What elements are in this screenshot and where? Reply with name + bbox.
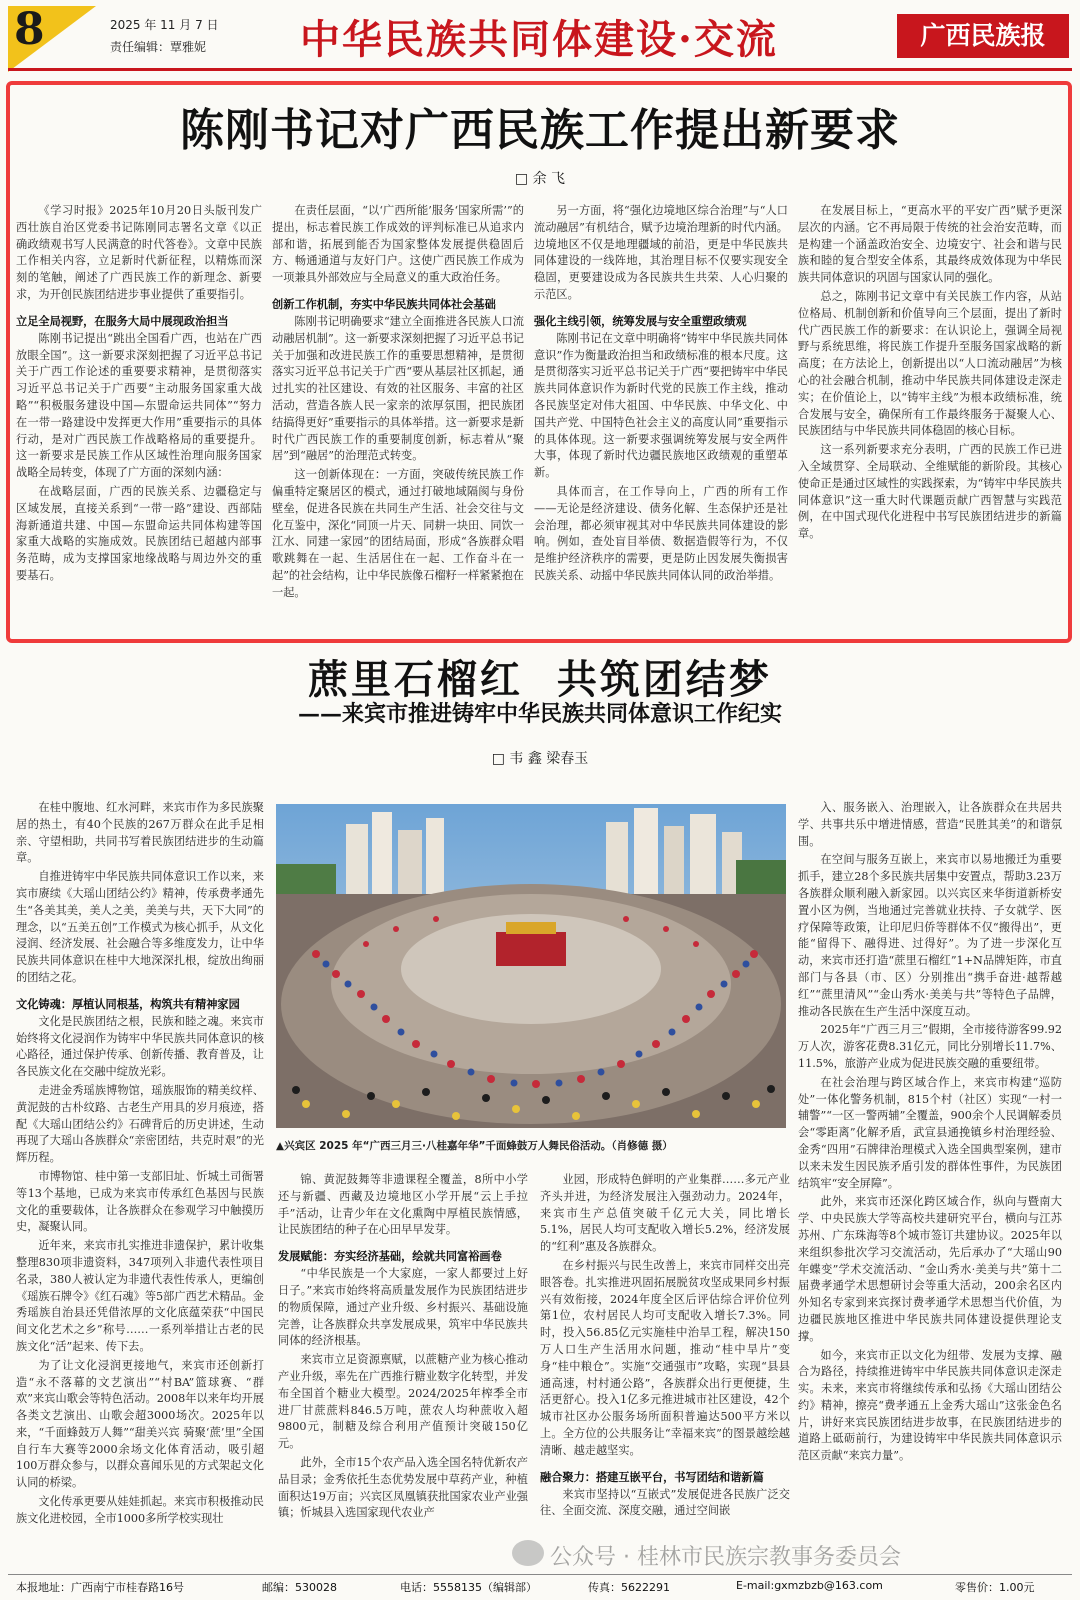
paragraph: 总之，陈刚书记文章中有关民族工作内容，从站位格局、机制创新和价值导向三个层面，提出了新时代广西民族工作的新要求：在认识论上，强调全局视野与系统思维，将民族工作提升至服务国家战略的新高度；在方法论上，创新提出以“人口流动融居”为核心的社会融合机制，推动中华民族共同体建设走深走实；在价值论上，以“铸牢主线”为根本政绩标准，统合发展与安全，确保所有工作最终服务于凝聚人心、民族团结与中华民族共同体稳固的核心目标。 — [798, 289, 1062, 438]
footer-fax: 传真：5622291 — [588, 1581, 670, 1594]
article1-byline: □ 余 飞 — [514, 171, 566, 187]
paragraph: 在责任层面，“以‘广西所能’服务‘国家所需’”的提出，标志着民族工作成效的评判标准已从追求内部和谐，拓展到能否为国家整体发展提供稳固后方、畅通通道与友好门户。这使广西民族工作成为一项兼具外部效应与全局意义的重大政治任务。 — [272, 204, 524, 285]
paragraph: 锦、黄泥鼓舞等非遗课程全覆盖，8所中小学还与新疆、西藏及边境地区小学开展“云上手拉手”活动，让青少年在文化熏陶中厚植民族情感，让民族团结的种子在心田早早发芽。 — [278, 1173, 528, 1237]
paragraph: 市博物馆、桂中第一支部旧址、忻城土司衙署等13个基地，已成为来宾市传承红色基因与民族文化的重要载体，让各族群众在参观学习中触摸历史，凝聚认同。 — [16, 1169, 264, 1234]
paragraph: 入、服务嵌入、治理嵌入，让各族群众在共居共学、共事共乐中增进情感，营造“民胜其美”的和谐氛围。 — [798, 801, 1062, 848]
paragraph: 走进金秀瑶族博物馆，瑶族服饰的精美纹样、黄泥鼓的古朴纹路、古老生产用具的岁月痕迹，搭配《大瑶山团结公约》石碑背后的历史讲述，生动再现了大瑶山各族群众“亲密团结，共克时艰”的光辉历程。 — [16, 1083, 264, 1165]
paragraph: 在社会治理与跨区域合作上，来宾市构建“巡防处”一体化警务机制，815个村（社区）实现“一村一辅警”“一区一警两辅”全覆盖，900余个人民调解委员会“零距离”化解矛盾，武宣县通挽镇乡村治理经验、金秀“四用”石牌律治理模式入选全国典型案例，建市以来未发生因民族矛盾引发的群体性事件，为民族团结筑牢“安全屏障”。 — [798, 1075, 1062, 1190]
section-title: 中华民族共同体建设·交流 — [300, 16, 778, 63]
paragraph: 《学习时报》2025年10月20日头版刊发广西壮族自治区党委书记陈刚同志署名文章《以正确政绩观书写人民满意的时代答卷》。文章中民族工作相关内容，立足新时代新征程，以精炼而深刻的笔触，阐述了广西民族工作的新理念、新要求，为开创民族团结进步事业提供了重要指引。 — [16, 204, 262, 301]
paragraph: 此外，来宾市还深化跨区域合作，纵向与暨南大学、中央民族大学等高校共建研究平台，横向与江苏苏州、广东珠海等8个城市签订共建协议。2025年以来组织参批次学习交流活动，先后承办了“大瑶山90年蝶变”学术交流活动、“金山秀水·美美与共”第十二届费孝通学术思想研讨会等重大活动，200余名区内外知名专家到来宾探讨费孝通学术思想当代价值，为边疆民族地区推进中华民族共同体建设提供理论支撑。 — [798, 1195, 1062, 1343]
paragraph: 这一创新体现在：一方面，突破传统民族工作偏重特定聚居区的模式，通过打破地域隔阂与身份壁垒，促进各民族在共同生产生活、社会交往与文化互鉴中，深化“同顶一片天、同耕一块田、同饮一江水、同建一家园”的团结局面，形成“各族群众唱歌跳舞在一起、生活居住在一起、工作奋斗在一起”的社会结构，让中华民族像石榴籽一样紧紧抱在一起。 — [272, 468, 524, 599]
paragraph: 文化是民族团结之根，民族和睦之魂。来宾市始终将文化浸润作为铸牢中华民族共同体意识的核心路径，通过保护传承、创新传播、教育普及，让各民族文化在交融中绽放光彩。 — [16, 1014, 264, 1079]
editor-credit: 责任编辑：覃雅妮 — [110, 40, 207, 54]
paragraph: 在空间与服务互嵌上，来宾市以易地搬迁为重要抓手，建立28个多民族共居集中安置点，帮助3.23万各族群众顺利融入新家园。以兴宾区来华街道新桥安置小区为例，当地通过完善就业扶持、子女就学、医疗保障等政策，让印尼归侨等群体不仅“搬得出”，更能“留得下、融得进、过得好”。为了进一步深化互动，来宾市还打造“蔗里石榴红”1+N品牌矩阵，市直部门与各县（市、区）分别推出“携手奋进·越帮越红”“蔗里清风”“金山秀水·美美与共”等特色子品牌，推动各民族在生产生活中深度互动。 — [798, 853, 1062, 1018]
paragraph: 近年来，来宾市扎实推进非遗保护，累计收集整理830项非遗资料，347项列入非遗代表性项目名录，380人被认定为非遗代表性传承人，更编创《瑶族石牌令》《红石魂》等5部广西艺术精品。金秀瑶族自治县还凭借浓厚的文化底蕴荣获“中国民间文化艺术之乡”称号……一系列举措让古老的民族文化“活”起来、传下去。 — [16, 1239, 264, 1353]
page-number: 8 — [14, 4, 45, 55]
article1-column-1 — [16, 203, 262, 623]
paragraph: 为了让文化浸润更接地气，来宾市还创新打造“永不落幕的文艺演出”“村BA”篮球赛、“群欢”来宾山歌会等特色活动。2008年以来年均开展各类文艺演出、山歌会超3000场次。2025年以来，“千面蜂鼓万人舞”“甜美兴宾 骑聚‘蔗’里”全国自行车大赛等2000余场文化体育活动，吸引超100万群众参与，以群众喜闻乐见的方式架起文化认同的桥梁。 — [16, 1358, 264, 1490]
article2-column-3 — [540, 1172, 790, 1558]
footer-address: 本报地址：广西南宁市桂春路16号 — [16, 1581, 184, 1594]
article2-column-2 — [278, 1172, 528, 1558]
watermark: 公众号 · 桂林市民族宗教事务委员会 — [550, 1545, 901, 1570]
paragraph: 文化传承更要从娃娃抓起。来宾市积极推动民族文化进校园，全市1000多所学校实现壮 — [16, 1495, 264, 1525]
paper-masthead: 广西民族报 — [897, 14, 1069, 58]
article2-column-1 — [16, 800, 264, 1558]
footer-phone: 电话：5558135（编辑部） — [400, 1581, 537, 1594]
paragraph: 在乡村振兴与民生改善上，来宾市同样交出亮眼答卷。扎实推进巩固拓展脱贫攻坚成果同乡村振兴有效衔接，2024年度全区后评估综合评价位列第1位，农村居民人均可支配收入增长7.3%。同时，投入56.85亿元实施桂中治旱工程，解决150万人口生产生活用水问题，推动“桂中旱片”变身“桂中粮仓”。实施“交通强市”攻略，实现“县县通高速，村村通公路”，各族群众出行更便捷，生活更舒心。投入1亿多元推进城市社区建设，42个城市社区办公服务场所面积普遍达500平方米以上。全方位的公共服务让“幸福来宾”的图景越绘越清晰、越走越坚实。 — [540, 1258, 790, 1457]
paragraph: 陈刚书记提出“跳出全国看广西，也站在广西放眼全国”。这一新要求深刻把握了习近平总书记关于广西工作论述的重要要求精神，是贯彻落实习近平总书记关于广西要“主动服务国家重大战略”“积极服务建设中国—东盟命运共同体”“努力在一带一路建设中发挥更大作用”重要指示的具体行动，是对广西民族工作战略格局的重要提升。这一新要求是民族工作从区域性治理向服务国家战略全局转变，体现了广方面的深刻内涵： — [16, 331, 262, 480]
article2-headline: 蔗里石榴红 共筑团结梦 — [308, 656, 772, 703]
article2-column-4 — [798, 800, 1062, 1558]
header-rule — [8, 68, 1072, 71]
paragraph: “中华民族是一个大家庭，一家人都要过上好日子。”来宾市始终将高质量发展作为民族团结进步的物质保障，通过产业升级、乡村振兴、基础设施完善，让各族群众共享发展成果，筑牢中华民族共同体的经济根基。 — [278, 1267, 528, 1348]
section-heading: 融合聚力：搭建互嵌平台，书写团结和谐新篇 — [540, 1470, 764, 1484]
section-heading: 发展赋能：夯实经济基础，绘就共同富裕画卷 — [278, 1250, 502, 1264]
article2-subheadline: ——来宾市推进铸牢中华民族共同体意识工作纪实 — [297, 701, 782, 727]
article1-column-2 — [272, 203, 524, 623]
footer-price: 零售价：1.00元 — [955, 1581, 1035, 1594]
paragraph: 陈刚书记在文章中明确将“铸牢中华民族共同体意识”作为衡量政治担当和政绩标准的根本尺度。这是贯彻落实习近平总书记关于广西“要把铸牢中华民族共同体意识作为新时代党的民族工作主线，推动各民族坚定对伟大祖国、中华民族、中华文化、中国共产党、中国特色社会主义的高度认同”重要指示的具体体现。这一新要求强调统筹发展与安全两件大事，体现了新时代边疆民族地区政绩观的重塑革新。 — [534, 331, 788, 480]
photo-caption: ▲兴宾区 2025 年“广西三月三·八桂嘉年华”千面蜂鼓万人舞民俗活动。（肖修德 摄） — [276, 1140, 673, 1152]
article1-column-4 — [798, 203, 1062, 623]
paragraph: 另一方面，将“强化边境地区综合治理”与“人口流动融居”有机结合，赋予边境治理新的时代内涵。边境地区不仅是地理疆域的前沿，更是中华民族共同体建设的一线阵地，其治理目标不仅要实现安全稳固，更要建设成为各民族共生共荣、人心归聚的示范区。 — [534, 204, 788, 301]
paragraph: 这一系列新要求充分表明，广西的民族工作已进入全域贯穿、全局联动、全维赋能的新阶段。其核心使命正是通过区域性的实践探索，为“铸牢中华民族共同体意识”这一重大时代课题贡献广西智慧与实践范例，在中国式现代化进程中书写民族团结进步的新篇章。 — [798, 443, 1062, 541]
footer-rule — [8, 1574, 1072, 1575]
paragraph: 来宾市立足资源禀赋，以蔗糖产业为核心推动产业升级，率先在广西推行糖业数字化转型，并发布全国首个糖业大模型。2024/2025年榨季全市进厂甘蔗蔗料846.5万吨，蔗农人均种蔗收入超9800元，制糖及综合利用产值预计突破150亿元。 — [278, 1353, 528, 1451]
article1-headline: 陈刚书记对广西民族工作提出新要求 — [180, 105, 900, 156]
paragraph: 在桂中腹地、红水河畔，来宾市作为多民族聚居的热土，有40个民族的267万群众在此手足相亲、守望相助，共同书写着民族团结进步的生动篇章。 — [16, 801, 264, 865]
footer-postcode: 邮编：530028 — [262, 1581, 337, 1594]
footer-email: E-mail:gxmzbzb@163.com — [736, 1579, 883, 1592]
section-heading: 强化主线引领，统筹发展与安全重塑政绩观 — [534, 314, 747, 328]
paragraph: 业园，形成特色鲜明的产业集群……多元产业齐头并进，为经济发展注入强劲动力。2024年，来宾市生产总值突破千亿元大关，同比增长5.1%，居民人均可支配收入增长5.2%，经济发展的“红利”惠及各族群众。 — [540, 1173, 790, 1254]
paragraph: 如今，来宾市正以文化为纽带、发展为支撑、融合为路径，持续推进铸牢中华民族共同体意识走深走实。未来，来宾市将继续传承和弘扬《大瑶山团结公约》精神，擦亮“费孝通五上金秀大瑶山”这张金色名片，讲好来宾民族团结进步故事，在民族团结进步的道路上砥砺前行，为建设铸牢中华民族共同体意识示范区贡献“来宾力量”。 — [798, 1348, 1062, 1463]
paragraph: 2025年“广西三月三”假期，全市接待游客99.92万人次，游客花费8.31亿元，同比分别增长11.7%、11.5%，旅游产业成为促进民族交融的重要纽带。 — [798, 1023, 1062, 1070]
paragraph: 此外，全市15个农产品入选全国名特优新农产品目录；金秀依托生态优势发展中草药产业，种植面积达19万亩；兴宾区凤凰镇获批国家农业产业强镇；忻城县入选国家现代农业产 — [278, 1455, 528, 1520]
article1-column-3 — [534, 203, 788, 623]
paragraph: 陈刚书记明确要求“建立全面推进各民族人口流动融居机制”。这一新要求深刻把握了习近平总书记关于加强和改进民族工作的重要思想精神，是贯彻落实习近平总书记关于广西“要从基层社区抓起，通过扎实的社区建设、有效的社区服务、丰富的社区活动，营造各族人民一家亲的浓厚氛围，把民族团结搞得更好”重要指示的具体举措。这一新要求是新时代广西民族工作的重要制度创新，标志着从“聚居”到“融居”的治理范式转变。 — [272, 314, 524, 463]
issue-date: 2025 年 11 月 7 日 — [110, 18, 219, 32]
paragraph: 在发展目标上，“更高水平的平安广西”赋予更深层次的内涵。它不再局限于传统的社会治安范畴，而是构建一个涵盖政治安全、边境安宁、社会和谐与民族和睦的复合型安全体系，其最终成效体现为中华民族共同体意识的巩固与国家认同的强化。 — [798, 204, 1062, 285]
page-header — [0, 0, 1080, 76]
paragraph: 自推进铸牢中华民族共同体意识工作以来，来宾市赓续《大瑶山团结公约》精神，传承费孝通先生“各美其美，美人之美，美美与共，天下大同”的理念，以“五美五创”工作模式为核心抓手，从文化浸润、经济发展、社会融合等多维度发力，让中华民族共同体意识在桂中大地深深扎根，绽放出绚丽的团结之花。 — [16, 870, 264, 984]
festival-photo — [276, 804, 786, 1128]
section-heading: 立足全局视野，在服务大局中展现政治担当 — [16, 314, 229, 328]
section-heading: 创新工作机制，夯实中华民族共同体社会基础 — [272, 297, 496, 311]
paragraph: 在战略层面，广西的民族关系、边疆稳定与区域发展，直接关系到“一带一路”建设、西部陆海新通道共建、中国—东盟命运共同体构建等国家重大战略的实施成效。民族团结已超越内部事务范畴，成为支撑国家地缘战略与周边外交的重要基石。 — [16, 484, 262, 582]
article2-byline: □ 韦 鑫 梁春玉 — [491, 751, 589, 767]
paragraph: 具体而言，在工作导向上，广西的所有工作——无论是经济建设、债务化解、生态保护还是社会治理，都必须审视其对中华民族共同体建设的影响。例如，查处盲目举债、数据造假等行为，不仅是维护经济秩序的需要，更是防止因发展失衡损害民族关系、动摇中华民族共同体认同的政治举措。 — [534, 484, 788, 582]
paragraph: 来宾市坚持以“互嵌式”发展促进各民族广泛交往、全面交流、深度交融，通过空间嵌 — [540, 1487, 790, 1518]
section-heading: 文化铸魂：厚植认同根基，构筑共有精神家园 — [16, 997, 240, 1011]
wechat-icon — [512, 1540, 544, 1566]
